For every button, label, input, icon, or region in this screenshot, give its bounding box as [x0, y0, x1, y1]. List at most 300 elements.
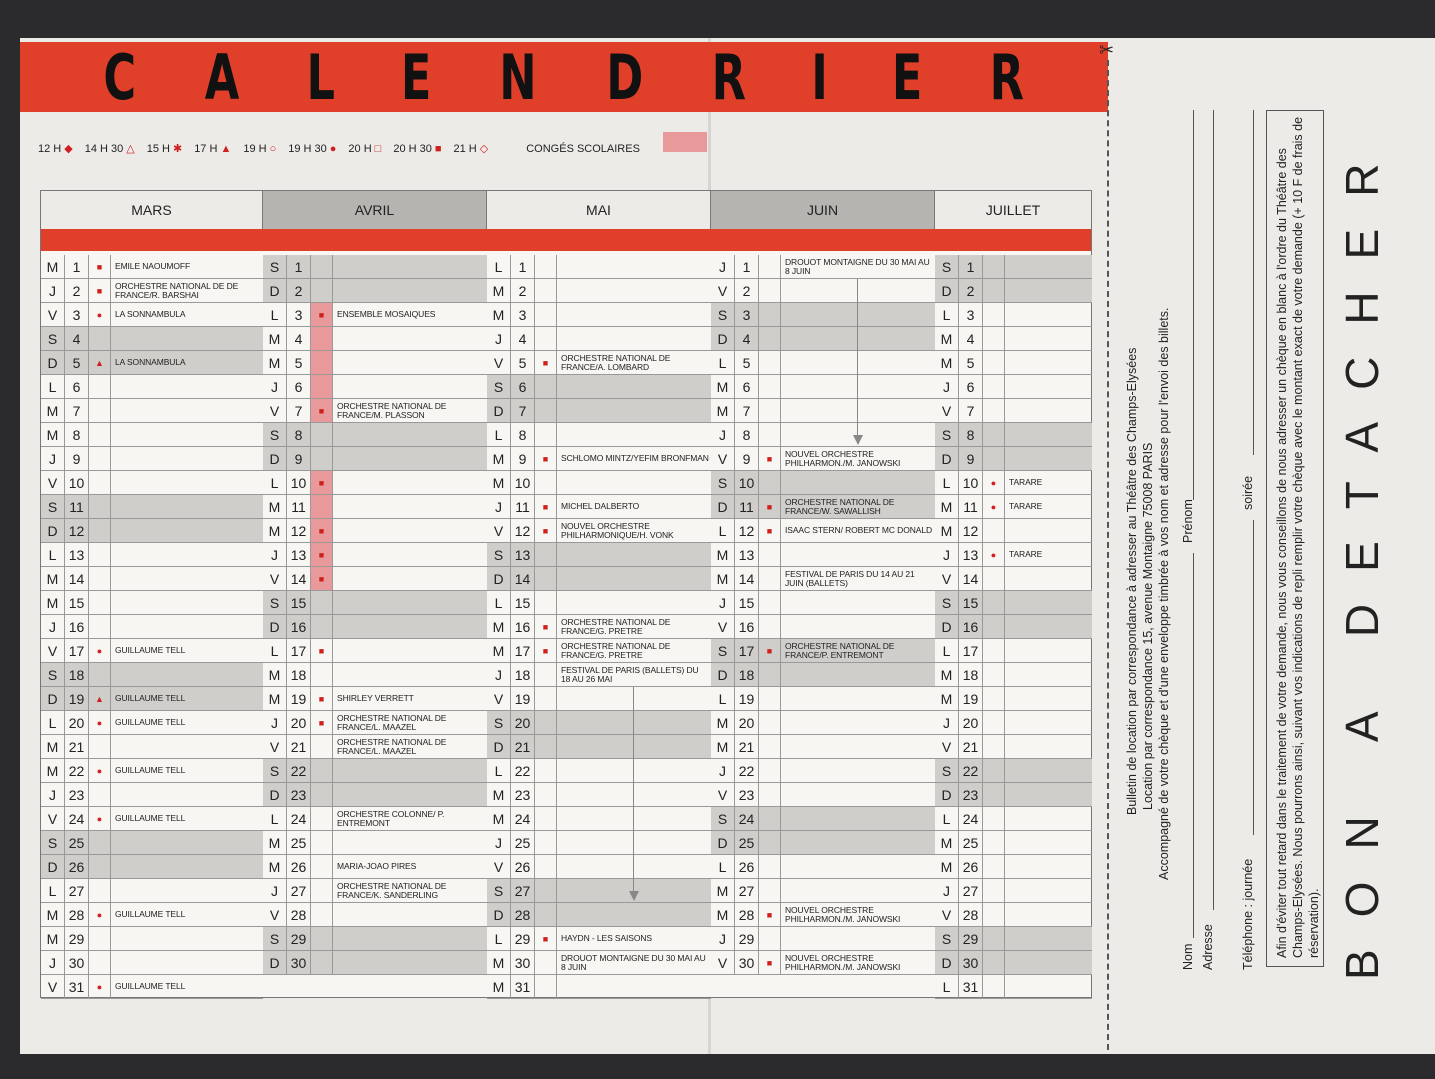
day-row [487, 927, 711, 951]
time-symbol-icon [89, 399, 111, 422]
day-letter: S [935, 423, 959, 446]
time-symbol-icon [983, 279, 1005, 302]
day-row [487, 423, 711, 447]
legend-symbol-icon: ◇ [479, 143, 489, 155]
prenom-label: Prénom [1181, 499, 1195, 543]
day-letter: L [711, 519, 735, 542]
day-letter: M [263, 855, 287, 878]
nom-label: Nom [1181, 943, 1195, 970]
day-letter: S [263, 591, 287, 614]
time-symbol-icon [983, 855, 1005, 878]
day-row [487, 807, 711, 831]
event-label: HAYDN - LES SAISONS [561, 933, 652, 943]
time-symbol-icon: ■ [311, 303, 333, 326]
event-label: TARARE [1009, 501, 1043, 511]
banner-letter: E [891, 40, 923, 114]
day-number: 23 [959, 783, 983, 806]
event-label [111, 375, 261, 398]
day-row [263, 807, 487, 831]
day-number: 6 [287, 375, 311, 398]
legend-symbol-icon: □ [374, 142, 382, 155]
day-number: 16 [511, 615, 535, 638]
day-number: 16 [287, 615, 311, 638]
event-label [333, 519, 485, 542]
day-letter: S [263, 927, 287, 950]
day-letter: V [41, 303, 65, 326]
day-number: 29 [959, 927, 983, 950]
day-letter: M [263, 327, 287, 350]
day-number: 8 [287, 423, 311, 446]
day-row [263, 495, 487, 519]
day-letter: L [263, 303, 287, 326]
day-number: 2 [959, 279, 983, 302]
event-label [333, 447, 485, 470]
month-header: MARS [41, 191, 263, 229]
event-label [1005, 951, 1090, 974]
day-number: 3 [959, 303, 983, 326]
day-number: 25 [959, 831, 983, 854]
day-row [711, 327, 935, 351]
event-label [1005, 303, 1090, 326]
time-symbol-icon [89, 591, 111, 614]
time-symbol-icon [983, 327, 1005, 350]
day-row [935, 831, 1092, 855]
day-row [41, 951, 263, 975]
day-letter: M [41, 567, 65, 590]
day-letter: D [711, 663, 735, 686]
day-row [263, 615, 487, 639]
day-letter: S [935, 591, 959, 614]
time-symbol-icon [311, 831, 333, 854]
day-number: 18 [735, 663, 759, 686]
day-row [711, 735, 935, 759]
day-number: 10 [65, 471, 89, 494]
day-number: 4 [735, 327, 759, 350]
day-number: 14 [65, 567, 89, 590]
day-number: 10 [511, 471, 535, 494]
day-letter: M [711, 543, 735, 566]
banner-letter: I [810, 40, 828, 114]
time-symbol-icon [759, 327, 781, 350]
day-row [487, 255, 711, 279]
day-letter: D [41, 519, 65, 542]
day-letter: M [487, 807, 511, 830]
day-number: 28 [959, 903, 983, 926]
day-letter: V [487, 687, 511, 710]
day-row [487, 591, 711, 615]
day-letter: J [935, 711, 959, 734]
day-number: 12 [65, 519, 89, 542]
day-number: 10 [735, 471, 759, 494]
day-row [935, 783, 1092, 807]
telephone-journee-field[interactable] [1253, 520, 1254, 835]
day-letter: M [935, 495, 959, 518]
day-number: 2 [65, 279, 89, 302]
day-number: 7 [511, 399, 535, 422]
event-label [557, 903, 709, 926]
legend-time: 17 H [194, 142, 218, 155]
day-letter: S [711, 639, 735, 662]
day-number: 27 [511, 879, 535, 902]
day-letter: D [487, 735, 511, 758]
day-row [41, 303, 263, 327]
calendar-grid [40, 190, 1092, 998]
bon-a-detacher: BON A DETACHER [1336, 131, 1388, 980]
day-number: 30 [959, 951, 983, 974]
day-row [711, 759, 935, 783]
event-label [1005, 279, 1090, 302]
day-number: 16 [65, 615, 89, 638]
day-row [41, 711, 263, 735]
day-letter: J [263, 879, 287, 902]
day-letter: D [263, 783, 287, 806]
day-number: 1 [959, 255, 983, 278]
time-symbol-icon: ■ [535, 495, 557, 518]
day-letter: V [263, 903, 287, 926]
day-number: 16 [735, 615, 759, 638]
day-row [41, 687, 263, 711]
day-letter: L [263, 807, 287, 830]
time-symbol-icon [311, 255, 333, 278]
time-symbol-icon [535, 327, 557, 350]
day-number: 29 [735, 927, 759, 950]
event-label [333, 783, 485, 806]
day-letter: J [263, 543, 287, 566]
event-label: ORCHESTRE NATIONAL DE FRANCE/P. ENTREMONT [785, 640, 895, 660]
day-number: 31 [511, 975, 535, 998]
time-symbol-icon [983, 951, 1005, 974]
day-letter: D [263, 615, 287, 638]
event-label [1005, 351, 1090, 374]
day-number: 13 [959, 543, 983, 566]
event-label [781, 855, 933, 878]
day-letter: S [935, 927, 959, 950]
time-symbol-icon [535, 255, 557, 278]
time-symbol-icon [759, 567, 781, 590]
day-letter: L [41, 711, 65, 734]
day-row [711, 375, 935, 399]
day-row [711, 399, 935, 423]
day-row [41, 903, 263, 927]
day-row [41, 447, 263, 471]
day-number: 9 [511, 447, 535, 470]
day-number: 26 [735, 855, 759, 878]
day-row [711, 303, 935, 327]
day-letter: M [263, 663, 287, 686]
legend-time: 19 H 30 [288, 142, 327, 155]
day-row [935, 951, 1092, 975]
day-number: 20 [287, 711, 311, 734]
day-number: 3 [511, 303, 535, 326]
time-symbol-icon: ■ [311, 399, 333, 422]
day-number: 17 [287, 639, 311, 662]
day-number: 29 [511, 927, 535, 950]
day-row [487, 447, 711, 471]
event-label: LA SONNAMBULA [115, 357, 186, 367]
event-label [1005, 447, 1090, 470]
day-number: 1 [65, 255, 89, 278]
time-symbol-icon [89, 663, 111, 686]
day-letter: J [711, 423, 735, 446]
time-symbol-icon [535, 279, 557, 302]
event-label [557, 591, 709, 614]
event-label [557, 399, 709, 422]
day-row [711, 591, 935, 615]
day-row [711, 279, 935, 303]
day-letter: M [41, 927, 65, 950]
event-label [1005, 783, 1090, 806]
time-symbol-icon: ● [89, 759, 111, 782]
day-number: 21 [287, 735, 311, 758]
day-number: 9 [287, 447, 311, 470]
day-letter: D [935, 615, 959, 638]
event-label [333, 927, 485, 950]
day-row [263, 903, 487, 927]
day-row [263, 471, 487, 495]
event-label [781, 711, 933, 734]
day-number: 8 [511, 423, 535, 446]
event-label [781, 807, 933, 830]
day-number: 28 [65, 903, 89, 926]
day-row [711, 423, 935, 447]
event-label [333, 327, 485, 350]
time-symbol-icon [983, 615, 1005, 638]
day-number: 1 [287, 255, 311, 278]
day-row [935, 351, 1092, 375]
time-symbol-icon [89, 567, 111, 590]
day-row [263, 855, 487, 879]
day-number: 12 [287, 519, 311, 542]
event-label [1005, 255, 1090, 278]
day-letter: S [711, 303, 735, 326]
time-symbol-icon: ■ [535, 639, 557, 662]
time-symbol-icon [89, 951, 111, 974]
day-row [935, 303, 1092, 327]
day-row [711, 495, 935, 519]
day-letter: L [711, 351, 735, 374]
legend-time: 12 H [38, 142, 62, 155]
day-number: 5 [511, 351, 535, 374]
day-letter: S [41, 663, 65, 686]
time-symbol-icon: ■ [311, 519, 333, 542]
time-symbol-icon [983, 711, 1005, 734]
time-symbol-icon [983, 591, 1005, 614]
event-label [557, 279, 709, 302]
time-symbol-icon: ■ [759, 903, 781, 926]
day-letter: V [711, 279, 735, 302]
day-letter: S [41, 831, 65, 854]
day-row [711, 447, 935, 471]
event-label [557, 327, 709, 350]
arrow-head-icon [853, 435, 863, 445]
legend-item [38, 142, 73, 155]
event-label [1005, 975, 1090, 998]
time-symbol-icon [535, 423, 557, 446]
day-row [487, 471, 711, 495]
arrow-head-icon [629, 891, 639, 901]
day-row [41, 975, 263, 999]
time-symbol-icon [759, 711, 781, 734]
day-row [41, 759, 263, 783]
banner-letter: C [103, 40, 137, 114]
time-symbol-icon [535, 975, 557, 998]
event-label: GUILLAUME TELL [115, 645, 186, 655]
day-row [711, 543, 935, 567]
day-row [263, 711, 487, 735]
day-row [487, 975, 711, 999]
legend-symbol-icon: △ [126, 143, 135, 155]
day-row [711, 663, 935, 687]
span-arrow [633, 687, 634, 893]
telephone-soiree-field[interactable] [1253, 110, 1254, 455]
day-letter: M [487, 783, 511, 806]
time-symbol-icon [89, 927, 111, 950]
adresse-field[interactable] [1213, 110, 1214, 910]
event-label [111, 615, 261, 638]
day-letter: D [263, 951, 287, 974]
day-letter: M [41, 591, 65, 614]
event-label [333, 351, 485, 374]
time-symbol-icon [983, 639, 1005, 662]
day-number: 5 [65, 351, 89, 374]
day-letter: S [41, 327, 65, 350]
day-row [935, 471, 1092, 495]
day-number: 27 [959, 879, 983, 902]
day-row [263, 255, 487, 279]
event-label: TARARE [1009, 477, 1043, 487]
event-label: FESTIVAL DE PARIS (BALLETS) DU 18 AU 26 MAI [561, 664, 699, 684]
day-number: 20 [511, 711, 535, 734]
legend-time: 21 H [453, 142, 477, 155]
day-letter: J [487, 663, 511, 686]
day-row [487, 303, 711, 327]
day-row [487, 663, 711, 687]
time-symbol-icon [311, 663, 333, 686]
day-row [935, 591, 1092, 615]
day-row [935, 495, 1092, 519]
day-letter: M [711, 399, 735, 422]
nom-field[interactable] [1193, 553, 1194, 938]
day-number: 14 [511, 567, 535, 590]
calendar-banner [20, 42, 1108, 112]
day-row [711, 255, 935, 279]
day-number: 17 [959, 639, 983, 662]
event-label [1005, 735, 1090, 758]
time-symbol-icon: ▲ [89, 351, 111, 374]
time-symbol-icon [759, 663, 781, 686]
day-letter: M [263, 351, 287, 374]
day-letter: M [41, 255, 65, 278]
event-label [333, 591, 485, 614]
event-label [111, 831, 261, 854]
event-label: ORCHESTRE NATIONAL DE FRANCE/W. SAWALLISH [785, 496, 895, 516]
time-symbol-icon [535, 471, 557, 494]
event-label [1005, 831, 1090, 854]
event-label [111, 327, 261, 350]
day-number: 23 [511, 783, 535, 806]
time-symbol-icon [535, 543, 557, 566]
day-letter: D [711, 495, 735, 518]
day-row [711, 471, 935, 495]
adresse-label: Adresse [1201, 924, 1215, 970]
event-label [333, 423, 485, 446]
event-label [111, 783, 261, 806]
day-letter: L [935, 471, 959, 494]
day-letter: M [487, 447, 511, 470]
day-letter: S [487, 879, 511, 902]
day-letter: M [487, 471, 511, 494]
prenom-field[interactable] [1193, 110, 1194, 500]
event-label [1005, 375, 1090, 398]
event-label [781, 543, 933, 566]
day-letter: S [41, 495, 65, 518]
day-row [711, 903, 935, 927]
day-number: 13 [735, 543, 759, 566]
time-symbol-icon [759, 303, 781, 326]
time-symbol-icon: ● [89, 975, 111, 998]
day-number: 9 [959, 447, 983, 470]
day-number: 13 [65, 543, 89, 566]
event-label [1005, 567, 1090, 590]
day-number: 2 [735, 279, 759, 302]
day-row [41, 735, 263, 759]
day-letter: V [41, 975, 65, 998]
day-row [711, 927, 935, 951]
day-letter: J [935, 543, 959, 566]
time-symbol-icon: ■ [535, 615, 557, 638]
event-label [111, 447, 261, 470]
day-number: 22 [735, 759, 759, 782]
day-row [487, 831, 711, 855]
event-label [111, 471, 261, 494]
event-label: DROUOT MONTAIGNE DU 30 MAI AU 8 JUIN [561, 952, 706, 972]
day-letter: M [41, 903, 65, 926]
time-symbol-icon [535, 375, 557, 398]
day-number: 17 [735, 639, 759, 662]
day-letter: D [935, 447, 959, 470]
day-row [487, 351, 711, 375]
day-letter: L [263, 639, 287, 662]
telephone-label: Téléphone : journée [1241, 858, 1255, 970]
time-symbol-icon [535, 399, 557, 422]
day-number: 5 [735, 351, 759, 374]
day-row [41, 471, 263, 495]
event-label: ORCHESTRE NATIONAL DE FRANCE/A. LOMBARD [561, 352, 671, 372]
day-letter: D [935, 783, 959, 806]
event-label [333, 495, 485, 518]
coupon-line-2: Location par correspondance 15, avenue Montaigne 75008 PARIS [1141, 442, 1155, 810]
event-label [557, 423, 709, 446]
day-letter: J [41, 951, 65, 974]
time-symbol-icon [759, 927, 781, 950]
day-number: 16 [959, 615, 983, 638]
legend-time: 15 H [146, 142, 170, 155]
time-symbol-icon [535, 879, 557, 902]
day-number: 15 [65, 591, 89, 614]
time-symbol-icon [89, 735, 111, 758]
time-symbol-icon: ■ [311, 567, 333, 590]
day-number: 11 [65, 495, 89, 518]
event-label [1005, 927, 1090, 950]
day-row [935, 975, 1092, 999]
time-symbol-icon [311, 447, 333, 470]
event-label [333, 255, 485, 278]
time-symbol-icon [983, 879, 1005, 902]
event-label [557, 471, 709, 494]
time-symbol-icon [759, 831, 781, 854]
time-symbol-icon: ■ [759, 639, 781, 662]
time-symbol-icon [983, 447, 1005, 470]
